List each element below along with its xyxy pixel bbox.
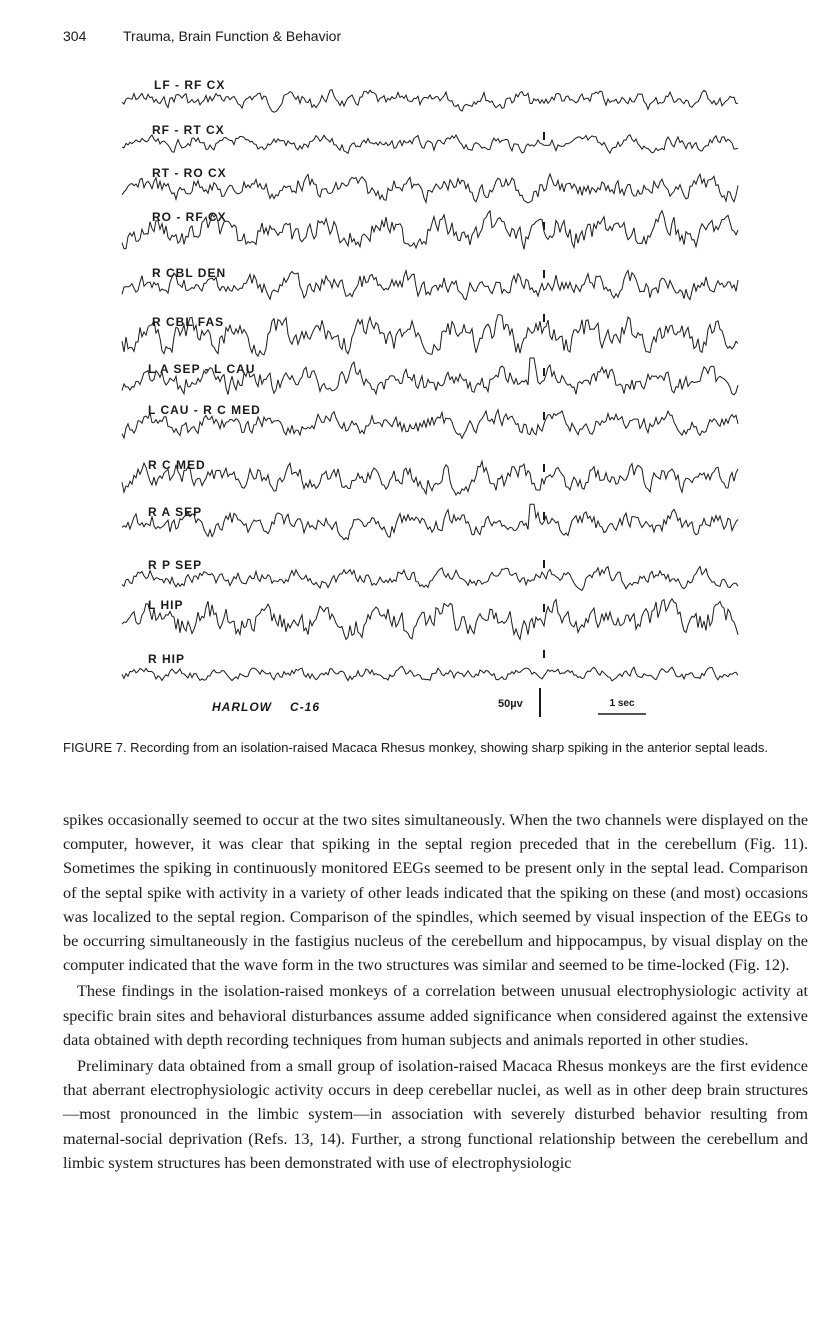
channel-label: R CBL FAS	[152, 315, 225, 329]
page-number: 304	[63, 28, 87, 44]
channel-label: RO - RF CX	[152, 210, 227, 224]
eeg-figure	[112, 72, 752, 722]
channel-label: R P SEP	[148, 558, 203, 572]
channel-label: LF - RF CX	[154, 78, 226, 92]
channel-label: L HIP	[148, 598, 184, 612]
eeg-trace	[122, 599, 738, 640]
channel-label: L A SEP - L CAU	[148, 362, 256, 376]
eeg-trace	[122, 135, 738, 154]
subject-code: C-16	[290, 700, 321, 714]
voltage-scale-label: 50µv	[498, 698, 523, 710]
running-title: Trauma, Brain Function & Behavior	[123, 28, 342, 44]
channel-label: RT - RO CX	[152, 166, 227, 180]
eeg-trace	[122, 461, 738, 495]
channel-label: R HIP	[148, 652, 186, 666]
channel-label: R C MED	[148, 458, 206, 472]
subject-id	[212, 700, 320, 714]
eeg-trace	[122, 666, 738, 681]
figure-caption: FIGURE 7. Recording from an isolation-raised Macaca Rhesus monkey, showing sharp spiking in the anterior septal leads.	[63, 740, 768, 755]
time-scale-label: 1 sec	[609, 698, 635, 709]
running-header	[63, 28, 341, 44]
paragraph: spikes occasionally seemed to occur at the two sites simultaneously. When the two channels were displayed on the computer, however, it was clear that spiking in the septal region preceded that in the cerebellum (Fig. 11). Sometimes the spiking in continuously monitored EEGs seemed to be present only in the septal lead. Comparison of the septal spike with activity in a variety of other leads indicated that the spiking on these (and most) occasions was localized to the septal region. Comparison of the spindles, which seemed by visual inspection of the EEGs to be occurring simultaneously in the fastigius nucleus of the cerebellum and hippocampus, by visual display on the computer indicated that the wave form in the two structures was similar and seemed to be time-locked (Fig. 12).	[63, 811, 808, 975]
eeg-trace	[122, 567, 738, 591]
paragraph: These findings in the isolation-raised monkeys of a correlation between unusual electrophysiologic activity at specific brain sites and behavioral disturbances assume added significance when considered against the extensive data obtained with depth recording techniques from human subjects and animals reported in other studies.	[63, 982, 808, 1049]
subject-name: HARLOW	[212, 700, 272, 714]
channel-label: R A SEP	[148, 505, 203, 519]
channel-label: R CBL DEN	[152, 266, 227, 280]
eeg-trace	[122, 90, 738, 113]
eeg-trace	[122, 504, 738, 540]
body-text	[63, 808, 808, 1175]
channel-label: RF - RT CX	[152, 123, 225, 137]
channel-label: L CAU - R C MED	[148, 403, 261, 417]
paragraph: Preliminary data obtained from a small group of isolation-raised Macaca Rhesus monkeys are the first evidence that aberrant electrophysiologic activity occurs in deep cerebellar nuclei, as well as in other deep brain structures—most pronounced in the limbic system—in association with severely disturbed behavior resulting from maternal-social deprivation (Refs. 13, 14). Further, a strong functional relationship between the cerebellum and limbic system structures has been demonstrated with use of electrophysiologic	[63, 1057, 808, 1172]
